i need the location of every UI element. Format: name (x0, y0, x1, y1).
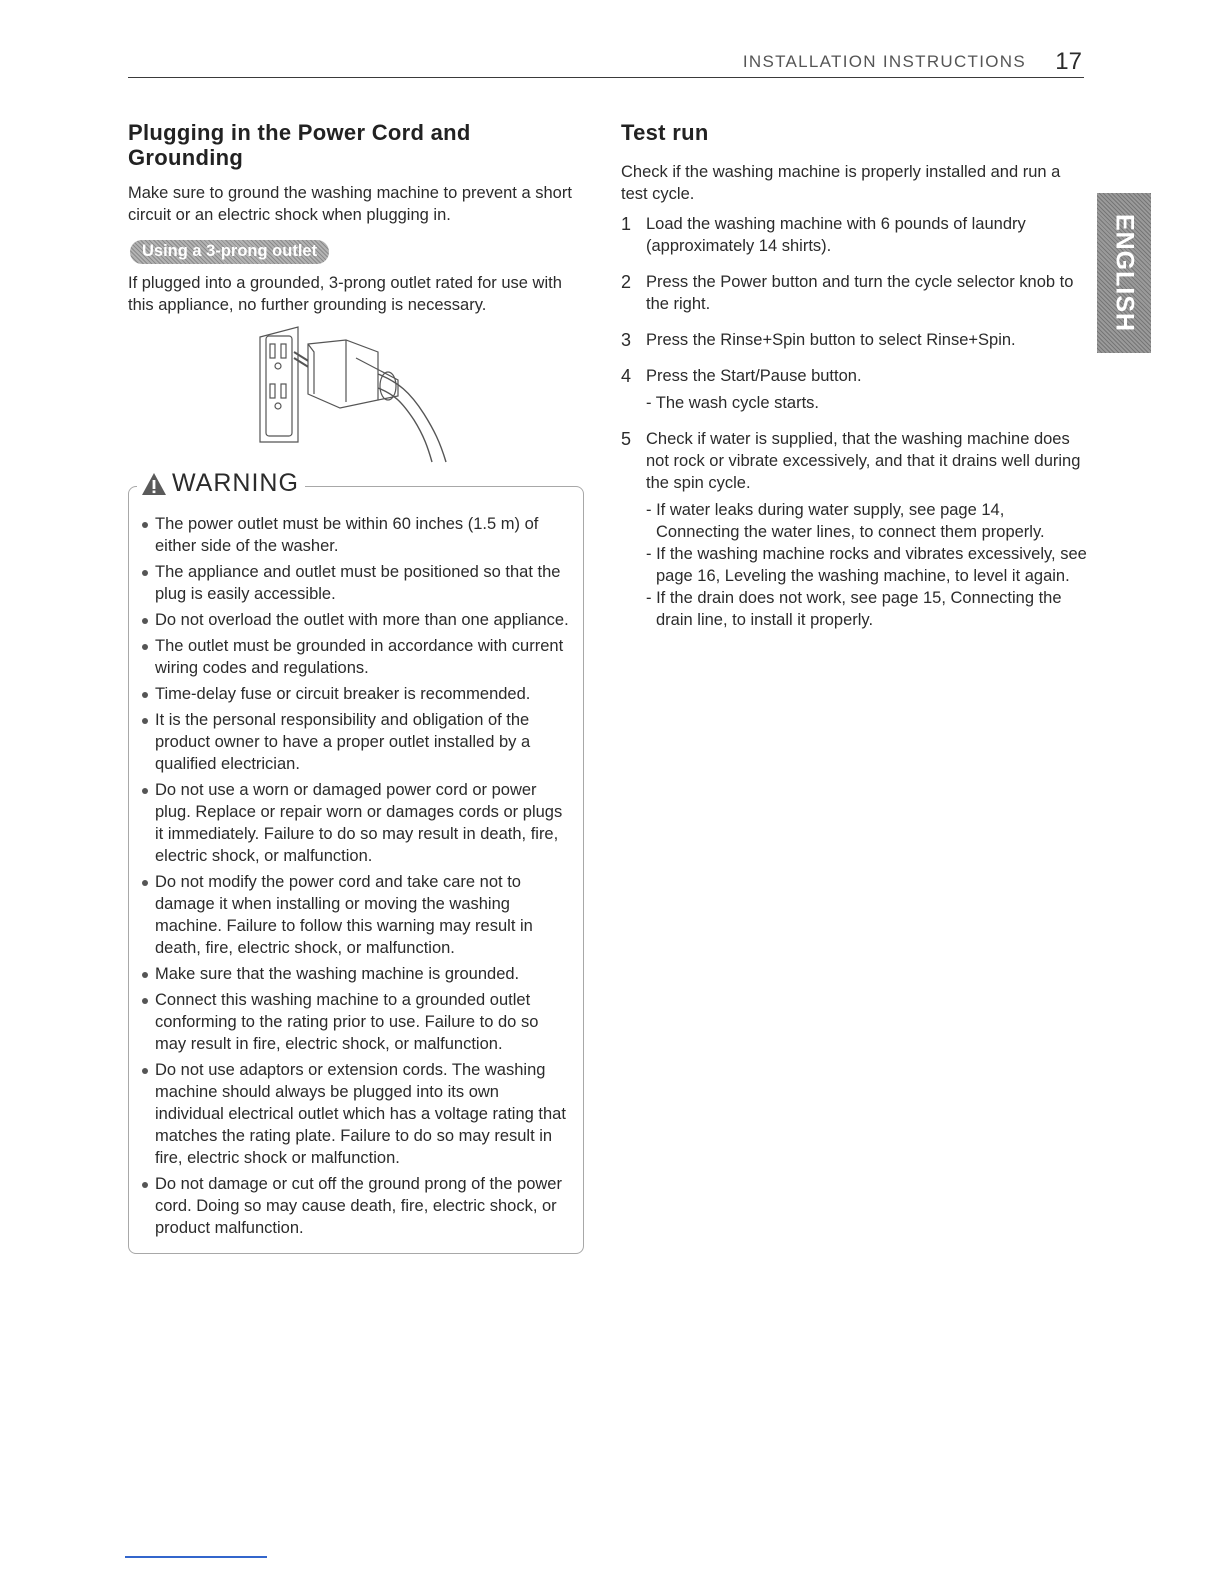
step-note: - If water leaks during water supply, see page 14, Connecting the water lines, to connect them properly. (646, 501, 1045, 541)
step-text: Press the Start/Pause button. (646, 367, 862, 385)
step-item (621, 271, 1091, 315)
power-cord-heading: Plugging in the Power Cord and Grounding (128, 120, 471, 170)
page-number: 17 (1055, 48, 1082, 75)
step-item (621, 365, 1091, 414)
warning-item: The appliance and outlet must be positioned so that the plug is easily accessible. (141, 561, 571, 605)
section-title: INSTALLATION INSTRUCTIONS (742, 52, 1026, 71)
warning-item: It is the personal responsibility and obligation of the product owner to have a proper outlet installed by a qualified electrician. (141, 709, 571, 775)
warning-item: Connect this washing machine to a grounded outlet conforming to the rating prior to use. Failure to do so may result in fire, electric shock, or malfunction. (141, 989, 571, 1055)
warning-item: Do not use a worn or damaged power cord or power plug. Replace or repair worn or damages cords or plugs it immediately. Failure to do so may result in death, fire, electric shock, or malfunction. (141, 779, 571, 867)
step-text: Press the Rinse+Spin button to select Rinse+Spin. (646, 331, 1016, 349)
language-tab-label: ENGLISH (1110, 213, 1139, 333)
language-tab (1097, 193, 1151, 353)
warning-item: Do not damage or cut off the ground prong of the power cord. Doing so may cause death, fire, electric shock, or product malfunction. (141, 1173, 571, 1239)
step-notes (646, 392, 1091, 414)
step-item (621, 213, 1091, 257)
warning-item: Make sure that the washing machine is grounded. (141, 963, 571, 985)
warning-item: Time-delay fuse or circuit breaker is recommended. (141, 683, 571, 705)
step-item (621, 329, 1091, 351)
warning-item: The outlet must be grounded in accordance with current wiring codes and regulations. (141, 635, 571, 679)
step-number: 5 (621, 429, 632, 449)
step-number: 3 (621, 330, 632, 350)
outlet-plug-illustration (228, 322, 488, 467)
warning-item: Do not modify the power cord and take care not to damage it when installing or moving the washing machine. Failure to follow this warning may result in death, fire, electric shock, or malfunction. (141, 871, 571, 959)
right-column (621, 120, 1091, 645)
outlet-description: If plugged into a grounded, 3-prong outlet rated for use with this appliance, no further grounding is necessary. (128, 274, 562, 314)
test-run-heading: Test run (621, 120, 709, 145)
step-text: Press the Power button and turn the cycle selector knob to the right. (646, 273, 1074, 313)
step-notes (646, 499, 1091, 631)
step-item (621, 428, 1091, 631)
step-number: 1 (621, 214, 632, 234)
step-number: 4 (621, 366, 632, 386)
subheading-badge: Using a 3-prong outlet (130, 240, 329, 264)
power-cord-intro: Make sure to ground the washing machine to prevent a short circuit or an electric shock when plugging in. (128, 184, 572, 224)
warning-label: WARNING (172, 469, 299, 497)
page-header (128, 50, 1084, 78)
step-note: - If the washing machine rocks and vibrates excessively, see page 16, Leveling the washing machine, to level it again. (646, 545, 1087, 585)
footer-rule (125, 1556, 267, 1558)
step-text: Load the washing machine with 6 pounds of laundry (approximately 14 shirts). (646, 215, 1026, 255)
warning-item: The power outlet must be within 60 inches (1.5 m) of either side of the washer. (141, 513, 571, 557)
warning-box (128, 469, 584, 1254)
step-text: Check if water is supplied, that the washing machine does not rock or vibrate excessively, and that it drains well during the spin cycle. (646, 430, 1081, 492)
step-note: - The wash cycle starts. (646, 394, 820, 412)
test-run-intro: Check if the washing machine is properly installed and run a test cycle. (621, 163, 1061, 203)
test-run-steps (621, 213, 1091, 631)
warning-header (137, 469, 305, 498)
warning-item: Do not use adaptors or extension cords. The washing machine should always be plugged into its own individual electrical outlet which has a voltage rating that matches the rating plate. Failure to do so may result in fire, electric shock or malfunction. (141, 1059, 571, 1169)
left-column (128, 120, 590, 1254)
warning-triangle-icon (141, 472, 167, 496)
warning-list (141, 513, 571, 1239)
step-number: 2 (621, 272, 632, 292)
warning-item: Do not overload the outlet with more than one appliance. (141, 609, 571, 631)
step-note: - If the drain does not work, see page 15, Connecting the drain line, to install it properly. (646, 589, 1062, 629)
